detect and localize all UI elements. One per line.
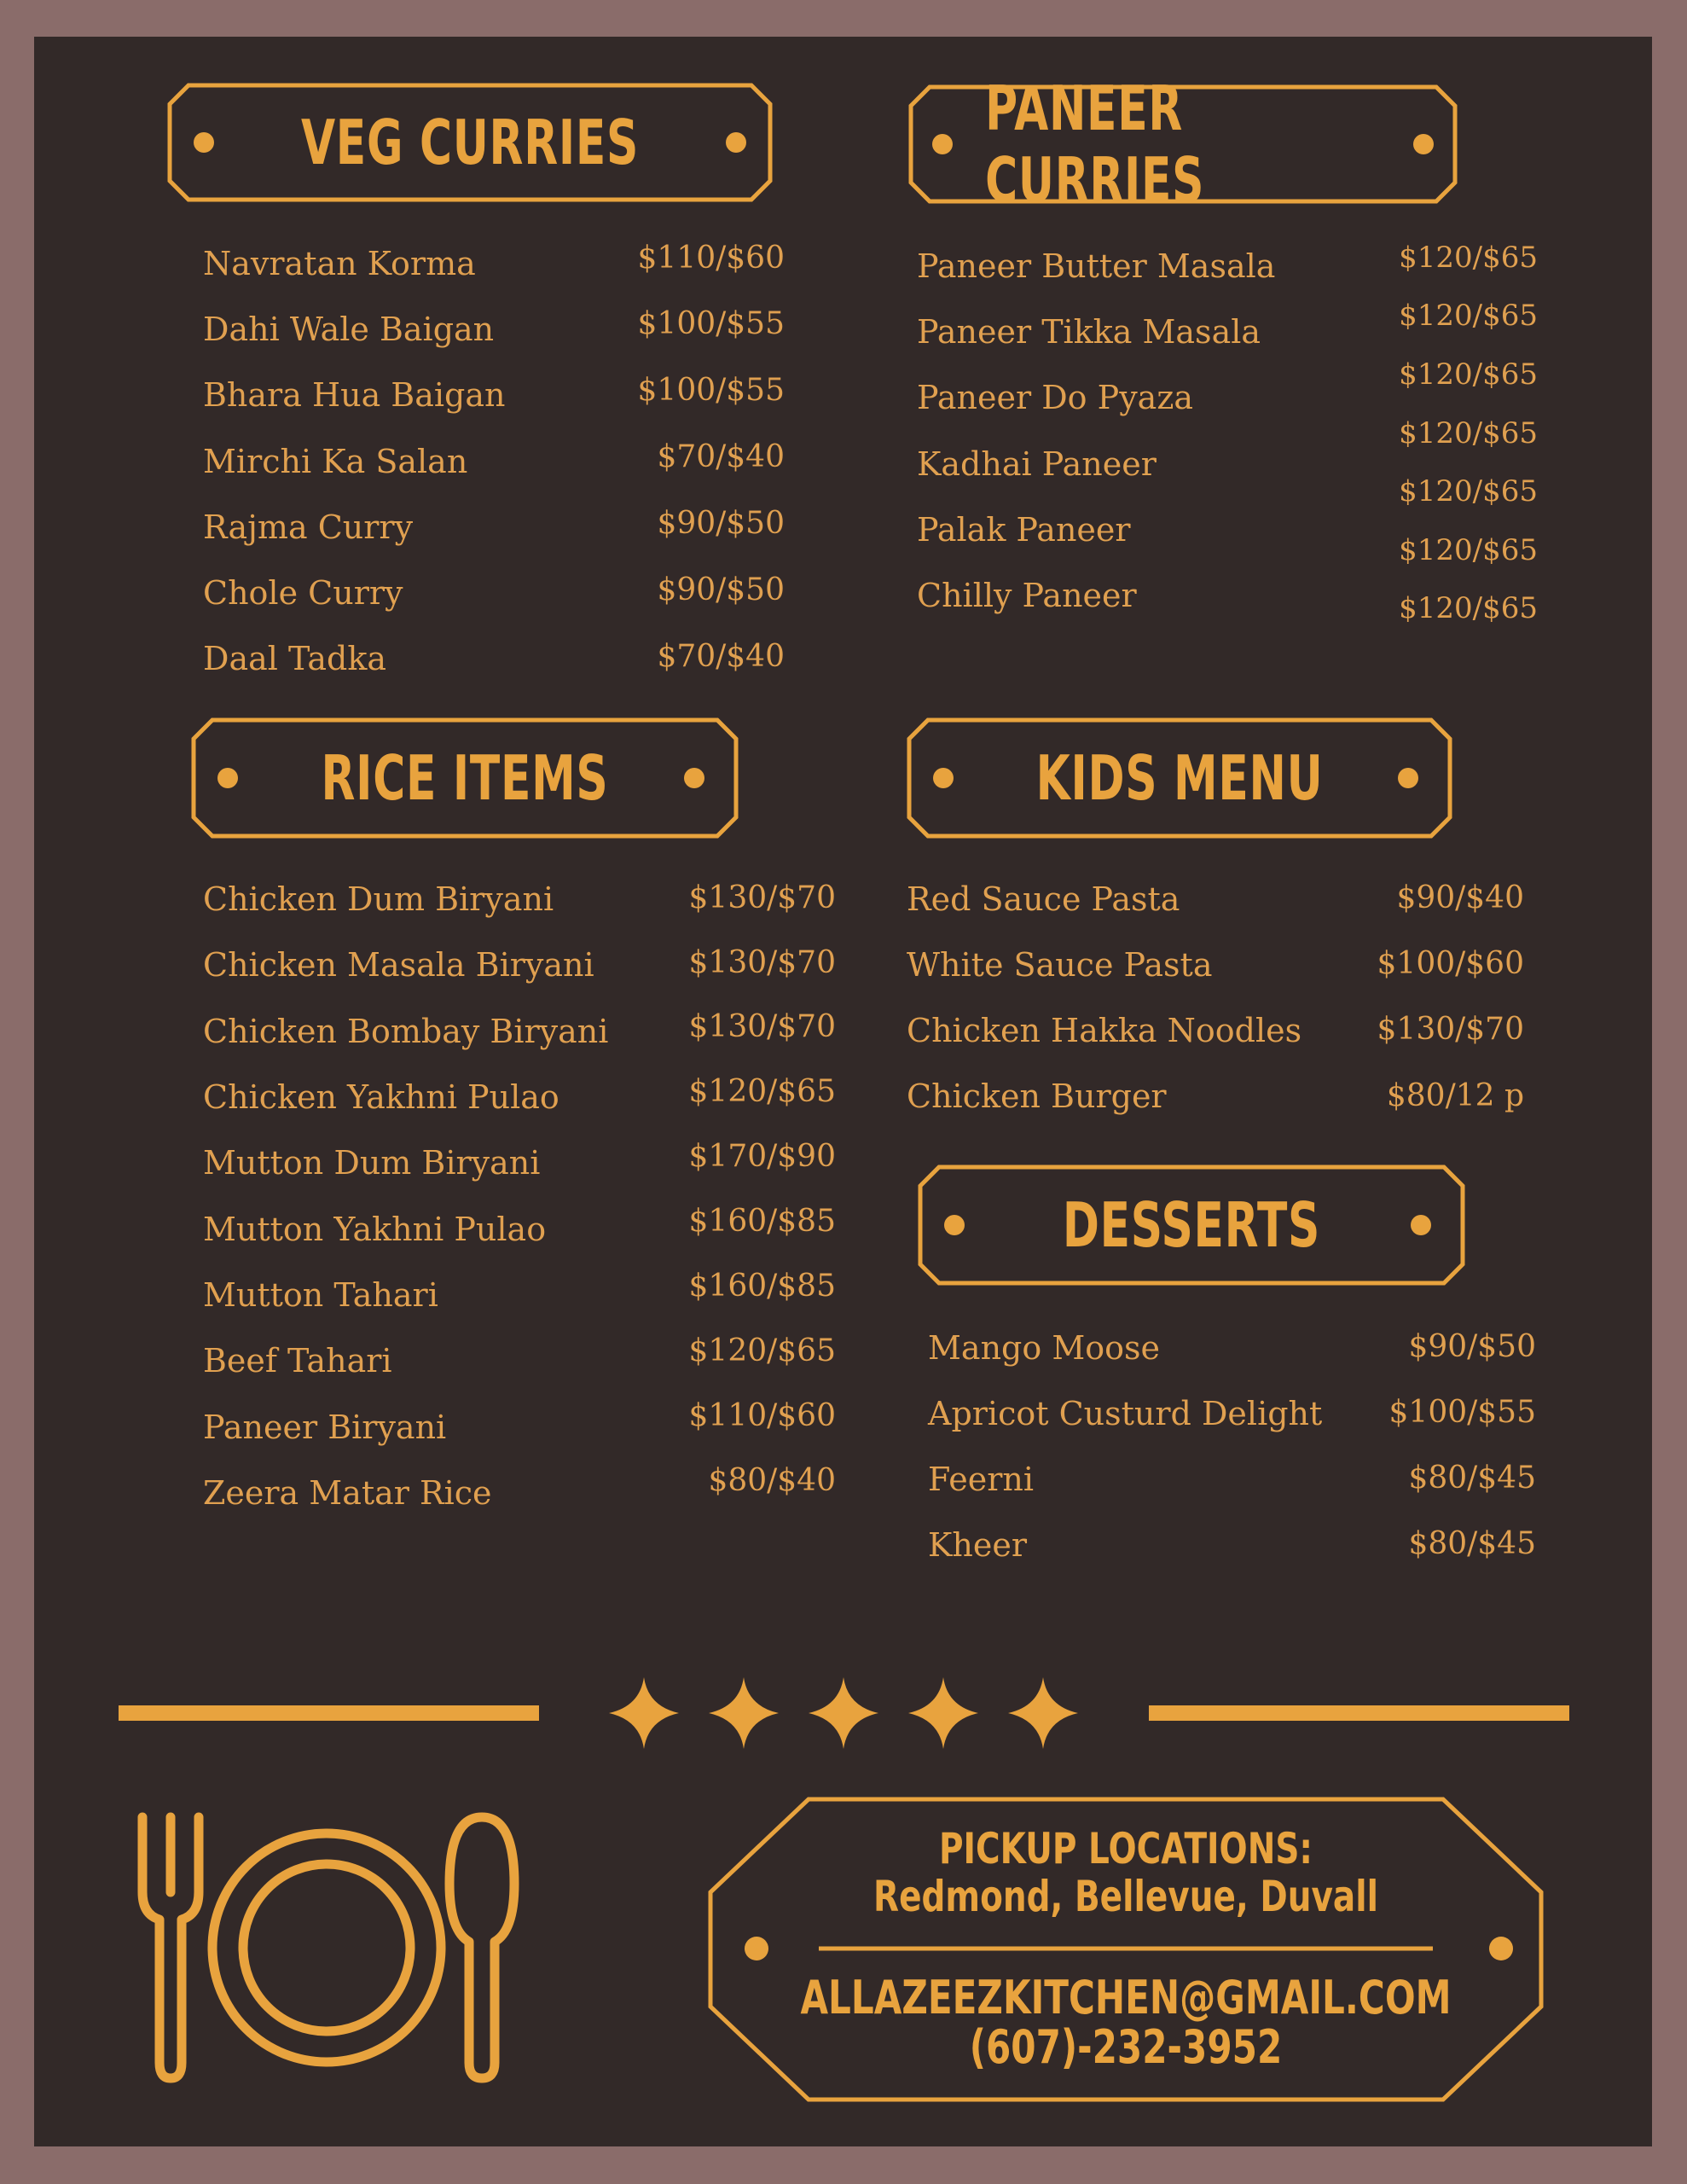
menu-item-name: White Sauce Pasta xyxy=(907,946,1213,984)
menu-item-price: $110/$60 xyxy=(688,1398,836,1433)
pickup-label: PICKUP LOCATIONS: xyxy=(938,1824,1313,1873)
menu-item-name: Dahi Wale Baigan xyxy=(203,311,495,348)
menu-item-name: Chicken Dum Biryani xyxy=(203,880,554,918)
stars-divider xyxy=(597,1674,1092,1752)
menu-item-price: $120/$65 xyxy=(688,1074,836,1109)
star-icon xyxy=(609,1677,679,1749)
menu-item-price: $130/$70 xyxy=(688,945,836,980)
menu-item-name: Chole Curry xyxy=(203,574,403,612)
menu-item-name: Chicken Hakka Noodles xyxy=(907,1012,1302,1049)
menu-item-price: $70/$40 xyxy=(657,439,785,474)
menu-item-price: $160/$85 xyxy=(688,1269,836,1304)
section-title: RICE ITEMS xyxy=(321,742,609,814)
menu-item-name: Paneer Tikka Masala xyxy=(917,313,1261,351)
menu-item-name: Mutton Yakhni Pulao xyxy=(203,1211,547,1248)
menu-item-price: $100/$60 xyxy=(1377,946,1524,981)
menu-item-name: Navratan Korma xyxy=(203,245,476,282)
menu-item-price: $120/$65 xyxy=(1399,416,1538,450)
menu-item-price: $120/$65 xyxy=(1399,299,1538,333)
menu-item-name: Kheer xyxy=(928,1526,1028,1564)
star-icon xyxy=(809,1677,878,1749)
menu-item-name: Bhara Hua Baigan xyxy=(203,376,506,414)
menu-item-name: Chicken Bombay Biryani xyxy=(203,1013,609,1050)
section-title: KIDS MENU xyxy=(1035,742,1324,814)
menu-item-price: $120/$65 xyxy=(688,1333,836,1368)
menu-item-name: Paneer Do Pyaza xyxy=(917,379,1194,416)
menu-item-name: Apricot Custurd Delight xyxy=(928,1395,1323,1432)
menu-item-name: Mirchi Ka Salan xyxy=(203,443,468,480)
menu-item-price: $90/$40 xyxy=(1396,880,1524,915)
section-title: PANEER CURRIES xyxy=(985,73,1205,216)
menu-item-price: $80/$45 xyxy=(1408,1461,1536,1496)
section-title: DESSERTS xyxy=(1062,1189,1321,1261)
menu-item-name: Paneer Biryani xyxy=(203,1409,447,1446)
menu-item-name: Chicken Yakhni Pulao xyxy=(203,1078,559,1116)
star-icon xyxy=(908,1677,978,1749)
plate-cutlery-icon xyxy=(132,1807,525,2088)
email-link[interactable]: ALLAZEEZKITCHEN@GMAIL.COM xyxy=(800,1971,1452,2024)
star-icon xyxy=(1008,1677,1078,1749)
menu-item-name: Paneer Butter Masala xyxy=(917,247,1276,285)
veg-curries-header xyxy=(167,83,773,202)
menu-item-name: Kadhai Paneer xyxy=(917,445,1157,483)
rice-items-header xyxy=(191,717,739,839)
pickup-places: Redmond, Bellevue, Duvall xyxy=(873,1872,1378,1921)
desserts-header xyxy=(918,1165,1465,1286)
menu-item-price: $120/$65 xyxy=(1399,474,1538,508)
menu-item-name: Mango Moose xyxy=(928,1329,1160,1367)
kids-menu-header xyxy=(907,717,1452,839)
menu-item-name: Feerni xyxy=(928,1461,1035,1498)
star-icon xyxy=(709,1677,779,1749)
menu-item-name: Daal Tadka xyxy=(203,640,387,677)
menu-item-price: $100/$55 xyxy=(1388,1395,1536,1430)
menu-item-price: $90/$50 xyxy=(657,506,785,541)
paneer-curries-header xyxy=(908,73,1458,216)
menu-item-name: Zeera Matar Rice xyxy=(203,1474,492,1512)
menu-item-price: $100/$55 xyxy=(637,306,785,341)
menu-item-price: $130/$70 xyxy=(688,1009,836,1044)
spoon-icon xyxy=(449,1817,514,2078)
menu-item-name: Mutton Dum Biryani xyxy=(203,1144,541,1182)
menu-item-price: $160/$85 xyxy=(688,1204,836,1239)
menu-item-price: $120/$65 xyxy=(1399,533,1538,567)
menu-item-price: $130/$70 xyxy=(688,880,836,915)
menu-item-price: $90/$50 xyxy=(1408,1329,1536,1364)
menu-item-price: $70/$40 xyxy=(657,639,785,674)
menu-item-price: $170/$90 xyxy=(688,1139,836,1174)
divider-line-right xyxy=(1149,1705,1569,1721)
menu-item-price: $80/$45 xyxy=(1408,1526,1536,1561)
fork-icon xyxy=(142,1817,199,2078)
menu-item-name: Chicken Burger xyxy=(907,1077,1167,1115)
menu-item-price: $130/$70 xyxy=(1377,1012,1524,1047)
menu-item-price: $120/$65 xyxy=(1399,241,1538,275)
menu-item-price: $80/$40 xyxy=(708,1463,836,1498)
menu-item-name: Palak Paneer xyxy=(917,511,1131,549)
pickup-info-box xyxy=(708,1797,1544,2102)
divider-line-left xyxy=(119,1705,539,1721)
menu-item-name: Mutton Tahari xyxy=(203,1276,438,1314)
menu-item-price: $110/$60 xyxy=(637,241,785,276)
menu-item-price: $90/$50 xyxy=(657,572,785,607)
menu-item-price: $120/$65 xyxy=(1399,357,1538,392)
phone-number[interactable]: (607)-232-3952 xyxy=(969,2020,1283,2074)
menu-item-name: Chilly Paneer xyxy=(917,577,1137,614)
menu-item-name: Rajma Curry xyxy=(203,508,414,546)
menu-item-name: Red Sauce Pasta xyxy=(907,880,1180,918)
menu-item-name: Beef Tahari xyxy=(203,1342,392,1380)
menu-item-price: $120/$65 xyxy=(1399,591,1538,625)
section-title: VEG CURRIES xyxy=(300,107,640,178)
menu-item-name: Chicken Masala Biryani xyxy=(203,946,594,984)
menu-item-price: $100/$55 xyxy=(637,373,785,408)
menu-item-price: $80/12 p xyxy=(1386,1078,1524,1113)
